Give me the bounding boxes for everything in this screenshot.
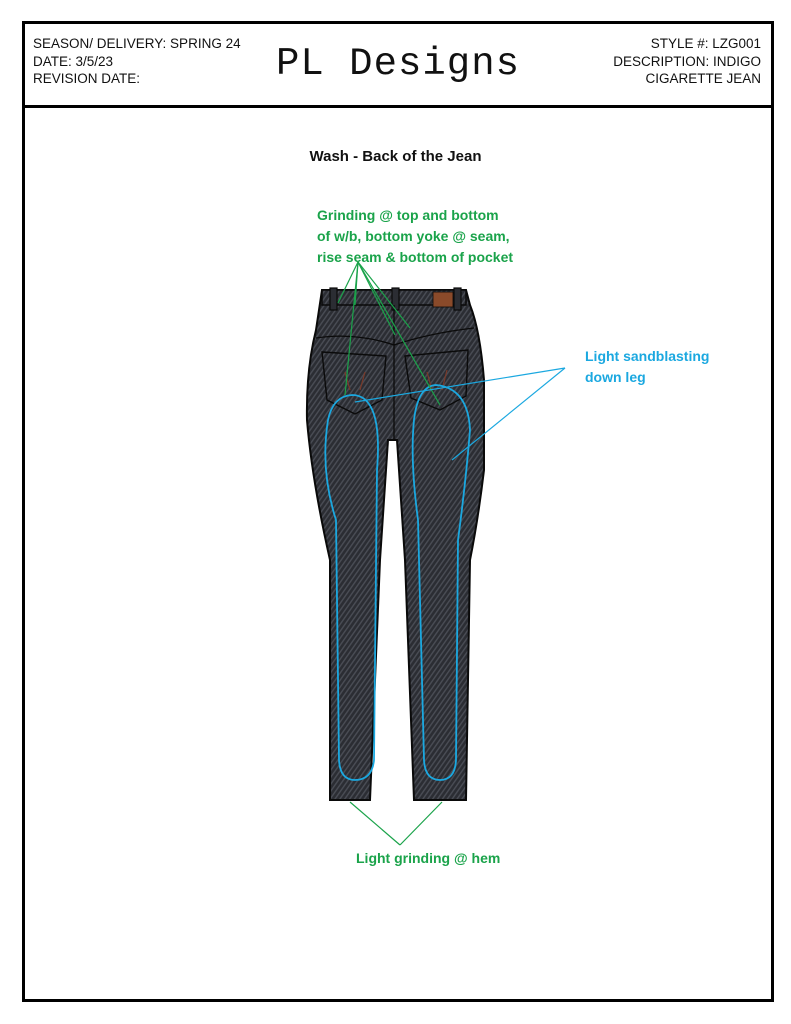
hem-leader-lines — [350, 802, 442, 845]
grinding-callout-line-3: rise seam & bottom of pocket — [317, 249, 514, 265]
date: DATE: 3/5/23 — [33, 53, 114, 69]
sheet-title: Wash - Back of the Jean — [309, 148, 482, 165]
revision-date: REVISION DATE: — [33, 71, 141, 86]
grinding-callout — [317, 205, 513, 268]
sandblasting-callout-line-1: Light sandblasting — [585, 348, 710, 364]
style-number: STYLE #: LZG001 — [650, 36, 761, 51]
sandblasting-callout — [585, 346, 709, 388]
hem-callout: Light grinding @ hem — [356, 850, 501, 866]
brand-logo-text: PL Designs — [275, 42, 521, 86]
grinding-callout-line-2: of w/b, bottom yoke @ seam, — [317, 228, 510, 244]
belt-loop-left — [330, 288, 337, 310]
belt-loop-right — [454, 288, 461, 310]
grinding-callout-line-1: Grinding @ top and bottom — [317, 207, 499, 223]
description-line-2: CIGARETTE JEAN — [645, 71, 761, 86]
description-line-1: DESCRIPTION: INDIGO — [613, 53, 761, 69]
season-delivery: SEASON/ DELIVERY: SPRING 24 — [33, 36, 241, 51]
brand-label-patch — [433, 292, 453, 307]
sandblasting-callout-line-2: down leg — [585, 369, 646, 385]
